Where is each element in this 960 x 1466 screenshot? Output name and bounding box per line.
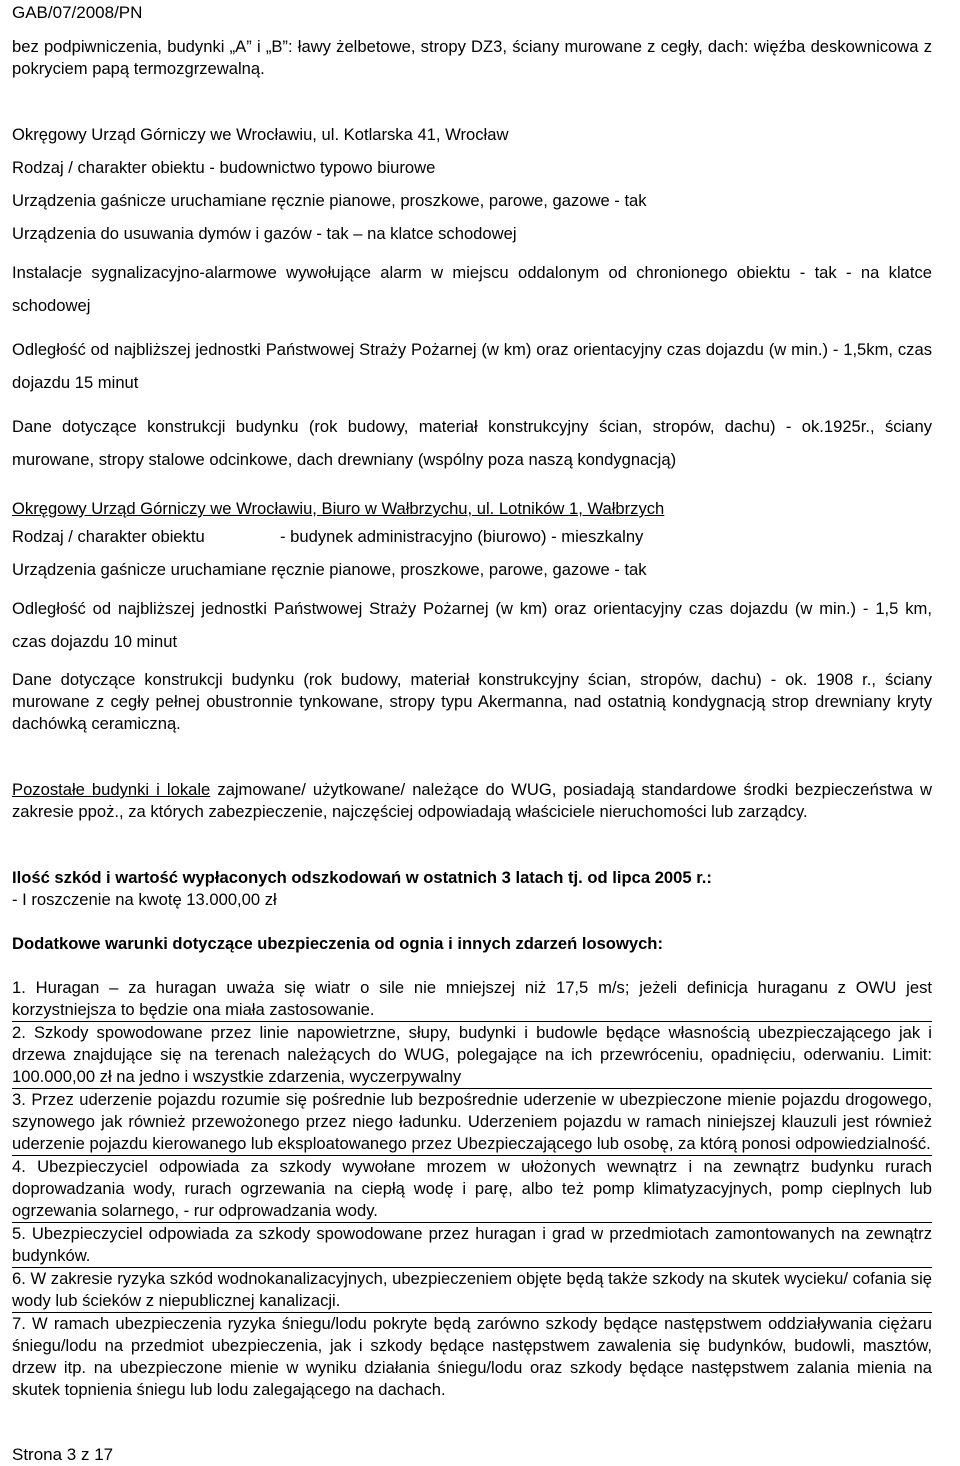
condition-item-2: 2. Szkody spowodowane przez linie napowietrzne, słupy, budynki i budowle będące własnością ubezpieczającego jak i drzewa znajdujące się na terenach należących do WUG, polegające na ich przewróceniu, opadnięciu, oderwaniu. Limit: 100.000,00 zł na jedno i wszystkie zdarzenia, wyczerpywalny [12, 1022, 932, 1089]
other-buildings-paragraph [12, 779, 932, 823]
section-wroclaw [12, 124, 932, 476]
fire-station-distance: Odległość od najbliższej jednostki Państwowej Straży Pożarnej (w km) oraz orientacyjny czas dojazdu (w min.) - 1,5 km, czas dojazdu 10 minut [12, 599, 932, 651]
claims-item: - I roszczenie na kwotę 13.000,00 zł [12, 890, 277, 909]
object-type-value: - budynek administracyjno (biurowo) - mieszkalny [280, 527, 644, 546]
extinguishing-devices: Urządzenia gaśnicze uruchamiane ręcznie pianowe, proszkowe, parowe, gazowe - tak [12, 560, 647, 579]
building-construction: Dane dotyczące konstrukcji budynku (rok budowy, materiał konstrukcyjny ścian, stropów, dachu) - ok. 1908 r., ściany murowane z cegły pełnej obustronnie tynkowane, stropy typu Akermanna, nad ostatnią kondygnacją strop drewniany kryty dachówką ceramiczną. [12, 670, 932, 733]
section-walbrzych [12, 498, 932, 735]
claims-title: Ilość szkód i wartość wypłaconych odszkodowań w ostatnich 3 latach tj. od lipca 2005 r.: [12, 868, 712, 887]
section-title-walbrzych: Okręgowy Urząd Górniczy we Wrocławiu, Biuro w Wałbrzychu, ul. Lotników 1, Wałbrzych [12, 499, 665, 518]
object-type-row [12, 526, 932, 548]
other-buildings-rest: zajmowane/ użytkowane/ należące do WUG, posiadają standardowe środki bezpieczeństwa w zakresie ppoż., za których zabezpieczenie, najczęściej odpowiadają właściciele nieruchomości lub zarządcy. [12, 780, 932, 821]
additional-conditions-title: Dodatkowe warunki dotyczące ubezpieczenia od ognia i innych zdarzeń losowych: [12, 934, 663, 953]
object-type: Rodzaj / charakter obiektu - budownictwo typowo biurowe [12, 158, 436, 177]
fire-station-distance: Odległość od najbliższej jednostki Państwowej Straży Pożarnej (w km) oraz orientacyjny czas dojazdu (w min.) - 1,5km, czas dojazdu 15 minut [12, 340, 932, 392]
section-title-wroclaw: Okręgowy Urząd Górniczy we Wrocławiu, ul. Kotlarska 41, Wrocław [12, 125, 509, 144]
other-buildings-lead: Pozostałe budynki i lokale [12, 780, 211, 799]
smoke-removal-devices: Urządzenia do usuwania dymów i gazów - tak – na klatce schodowej [12, 224, 517, 243]
condition-item-6: 6. W zakresie ryzyka szkód wodnokanalizacyjnych, ubezpieczeniem objęte będą także szkody na skutek wycieku/ cofania się wody lub ścieków z niepublicznej kanalizacji. [12, 1268, 932, 1313]
condition-item-4: 4. Ubezpieczyciel odpowiada za szkody wywołane mrozem w ułożonych wewnątrz i na zewnątrz budynku rurach doprowadzania wody, rurach ogrzewania na ciepłą wodę i parę, albo też pomp klimatyzacyjnych, pomp cieplnych lub ogrzewania solarnego, - rur odprowadzania wody. [12, 1156, 932, 1223]
building-construction: Dane dotyczące konstrukcji budynku (rok budowy, materiał konstrukcyjny ścian, stropów, dachu) - ok.1925r., ściany murowane, stropy stalowe odcinkowe, dach drewniany (wspólny poza naszą kondygnacją) [12, 417, 932, 469]
alarm-installations: Instalacje sygnalizacyjno-alarmowe wywołujące alarm w miejscu oddalonym od chronionego obiektu - tak - na klatce schodowej [12, 263, 932, 315]
condition-item-1: 1. Huragan – za huragan uważa się wiatr o sile nie mniejszej niż 17,5 m/s; jeżeli definicja huraganu z OWU jest korzystniejsza to będzie ona miała zastosowanie. [12, 977, 932, 1022]
extinguishing-devices: Urządzenia gaśnicze uruchamiane ręcznie pianowe, proszkowe, parowe, gazowe - tak [12, 191, 647, 210]
condition-item-3: 3. Przez uderzenie pojazdu rozumie się pośrednie lub bezpośrednie uderzenie w ubezpieczone mienie pojazdu drogowego, szynowego jak również przewożonego przez niego ładunku. Uderzeniem pojazdu w ramach niniejszej klauzuli jest również uderzenie pojazdu kierowanego lub eksploatowanego przez Ubezpieczającego lub osobę, za którą ponosi odpowiedzialność. [12, 1089, 932, 1156]
object-type-label: Rodzaj / charakter obiektu [12, 527, 205, 546]
document-code: GAB/07/2008/PN [12, 3, 143, 22]
condition-item-7: 7. W ramach ubezpieczenia ryzyka śniegu/lodu pokryte będą zarówno szkody będące następstwem oddziaływania ciężaru śniegu/lodu na przedmiot ubezpieczenia, jak i szkody będące następstwem zawalenia się budynków, budowli, masztów, drzew itp. na ubezpieczone mienie w wyniku działania śniegu/lodu oraz szkody będące następstwem zalania mienia na skutek topnienia śniegu lub lodu zalegającego na dachach. [12, 1314, 932, 1399]
document-body [12, 36, 932, 1401]
condition-item-5: 5. Ubezpieczyciel odpowiada za szkody spowodowane przez huragan i grad w przedmiotach zamontowanych na zewnątrz budynków. [12, 1223, 932, 1268]
page-number: Strona 3 z 17 [12, 1445, 114, 1464]
conditions-list [12, 977, 932, 1401]
construction-description: bez podpiwniczenia, budynki „A” i „B”: ławy żelbetowe, stropy DZ3, ściany murowane z cegły, dach: więźba deskownicowa z pokryciem papą termozgrzewalną. [12, 37, 932, 78]
